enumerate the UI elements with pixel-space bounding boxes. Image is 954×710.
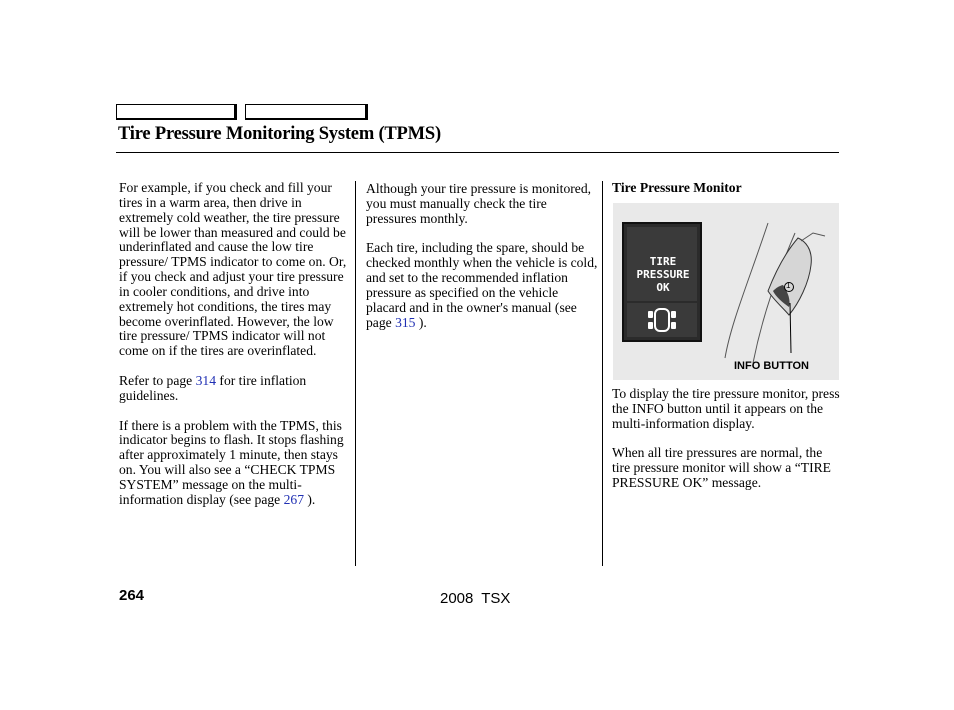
callout-number: 1 — [786, 281, 791, 290]
paragraph-normal: When all tire pressures are normal, the tire pressure monitor will show a “TIRE PRESSURE OK” message. — [612, 445, 831, 491]
paragraph-temperature: For example, if you check and fill your tires in a warm area, then drive in extremely cold weather, the tire pressure will be lower than measured and could be underinflated and cause the low tire pressure/ TPMS indicator to come on. Or, if you check and adjust your tire pressure in cooler conditions, and drive into extremely hot conditions, the tires may become overinflated. However, the low tire pressure/ TPMS indicator will not come on if the tires are overinflated. — [119, 180, 347, 359]
stalk-detail — [801, 233, 825, 241]
text: ). — [303, 491, 316, 507]
footer-model: 2008 TSX — [440, 590, 511, 607]
column-3-body — [612, 387, 842, 506]
nav-tab-right[interactable] — [245, 104, 368, 120]
steering-wheel-edge — [725, 223, 768, 358]
column-2 — [366, 182, 598, 345]
paragraph-problem — [119, 419, 351, 508]
section-heading: Tire Pressure Monitor — [612, 180, 742, 195]
nav-tab-left[interactable] — [116, 104, 237, 120]
column-divider-1 — [355, 181, 356, 566]
display-line-pressure: PRESSURE — [636, 268, 690, 281]
page-title: Tire Pressure Monitoring System (TPMS) — [118, 124, 441, 144]
tpms-illustration — [613, 203, 839, 380]
display-line-ok: OK — [656, 281, 670, 294]
figure-caption: INFO BUTTON — [734, 360, 809, 372]
column-divider-2 — [602, 181, 603, 566]
paragraph-monthly-check — [366, 241, 598, 330]
page-link-315[interactable]: 315 — [395, 314, 416, 330]
paragraph-refer — [119, 374, 351, 404]
paragraph-display: To display the tire pressure monitor, press the INFO button until it appears on the multi-information display. — [612, 386, 840, 431]
text: ). — [415, 314, 427, 330]
text: If there is a problem with the TPMS, this indicator begins to flash. It stops flashing after approximately 1 minute, then stays on. You will also see a “CHECK TPMS SYSTEM” message on the multi-information display (see page — [119, 417, 344, 507]
column-1 — [119, 181, 351, 522]
display-line-tire: TIRE — [649, 255, 677, 268]
page-link-314[interactable]: 314 — [195, 372, 217, 388]
text: Each tire, including the spare, should be checked monthly when the vehicle is cold, and set to the recommended inflation pressure as specified on the vehicle placard and in the owner's manual (see page — [366, 240, 598, 330]
title-rule — [116, 152, 839, 153]
paragraph-manual-check: Although your tire pressure is monitored, you must manually check the tire pressures monthly. — [366, 181, 592, 226]
page-number: 264 — [119, 587, 145, 604]
text: for tire inflation guidelines. — [119, 372, 307, 403]
page-link-267[interactable]: 267 — [283, 491, 304, 507]
text: Refer to page — [119, 372, 196, 388]
